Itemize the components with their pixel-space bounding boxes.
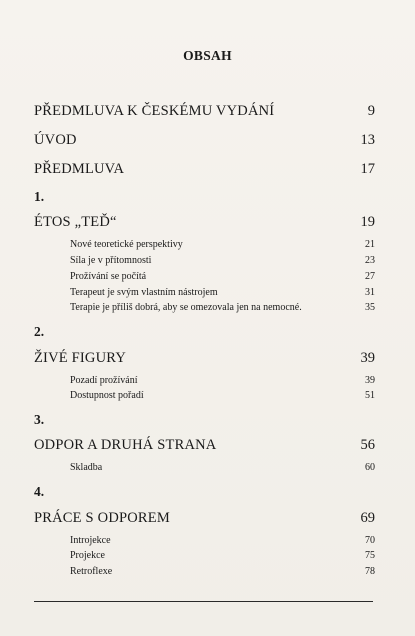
toc-entry-section xyxy=(0,462,415,480)
toc-entry-page: 17 xyxy=(360,161,375,177)
toc-part-number xyxy=(0,189,415,207)
toc-entry-page: 23 xyxy=(365,255,375,266)
toc-title: OBSAH xyxy=(183,48,232,63)
toc-entry-section xyxy=(0,566,415,584)
toc-entry-label: Projekce xyxy=(70,550,105,561)
toc-part-label: 1. xyxy=(34,189,45,204)
toc-entry-section xyxy=(0,302,415,320)
toc-entry-page: 69 xyxy=(360,510,375,526)
toc-entry-label: ÚVOD xyxy=(34,132,77,148)
toc-entry-label: Retroflexe xyxy=(70,566,113,577)
toc-entry-chapter xyxy=(0,214,415,232)
toc-entry-page: 39 xyxy=(360,350,375,366)
toc-part-label: 3. xyxy=(34,412,45,427)
toc-entry-section xyxy=(0,390,415,408)
toc-entry-page: 27 xyxy=(365,271,375,282)
toc-entry-page: 13 xyxy=(360,132,375,148)
toc-entry-page: 35 xyxy=(365,302,375,313)
toc-entry-page: 19 xyxy=(360,214,375,230)
toc-entry-label: Skladba xyxy=(70,462,103,473)
toc-entry-label: Dostupnost pořadí xyxy=(70,390,144,401)
toc-entry-page: 31 xyxy=(365,287,375,298)
toc-entry-label: Introjekce xyxy=(70,535,111,546)
toc-part-label: 4. xyxy=(34,484,45,499)
toc-entry-label: Pozadí prožívání xyxy=(70,375,138,386)
toc-entry-chapter xyxy=(0,132,415,150)
toc-entry-chapter xyxy=(0,437,415,455)
toc-part-number xyxy=(0,412,415,430)
toc-entry-label: PŘEDMLUVA K ČESKÉMU VYDÁNÍ xyxy=(34,103,275,119)
toc-part-label: 2. xyxy=(34,324,45,339)
toc-entry-chapter xyxy=(0,510,415,528)
toc-entry-label: Síla je v přítomnosti xyxy=(70,255,152,266)
toc-entry-label: PŘEDMLUVA xyxy=(34,161,125,177)
toc-entry-label: ŽIVÉ FIGURY xyxy=(34,350,127,366)
toc-entry-page: 60 xyxy=(365,462,375,473)
toc-entry-page: 56 xyxy=(360,437,375,453)
toc-entry-page: 75 xyxy=(365,550,375,561)
toc-entry-page: 70 xyxy=(365,535,375,546)
footer-divider xyxy=(34,601,373,602)
toc-entry-page: 39 xyxy=(365,375,375,386)
toc-entry-page: 9 xyxy=(367,103,375,119)
toc-entry-label: PRÁCE S ODPOREM xyxy=(34,510,170,526)
toc-entry-page: 21 xyxy=(365,239,375,250)
toc-part-number xyxy=(0,324,415,342)
toc-entry-label: ODPOR A DRUHÁ STRANA xyxy=(34,437,217,453)
toc-entry-chapter xyxy=(0,103,415,121)
toc-entry-chapter xyxy=(0,161,415,179)
toc-entry-label: Terapeut je svým vlastním nástrojem xyxy=(70,287,218,298)
toc-part-number xyxy=(0,484,415,502)
toc-entry-chapter xyxy=(0,350,415,368)
toc-entry-label: ÉTOS „TEĎ“ xyxy=(34,214,117,230)
toc-entry-label: Terapie je příliš dobrá, aby se omezovala jen na nemocné. xyxy=(70,302,302,313)
toc-entry-label: Nové teoretické perspektivy xyxy=(70,239,183,250)
toc-entry-label: Prožívání se počítá xyxy=(70,271,147,282)
toc-entry-page: 51 xyxy=(365,390,375,401)
toc-entry-page: 78 xyxy=(365,566,375,577)
